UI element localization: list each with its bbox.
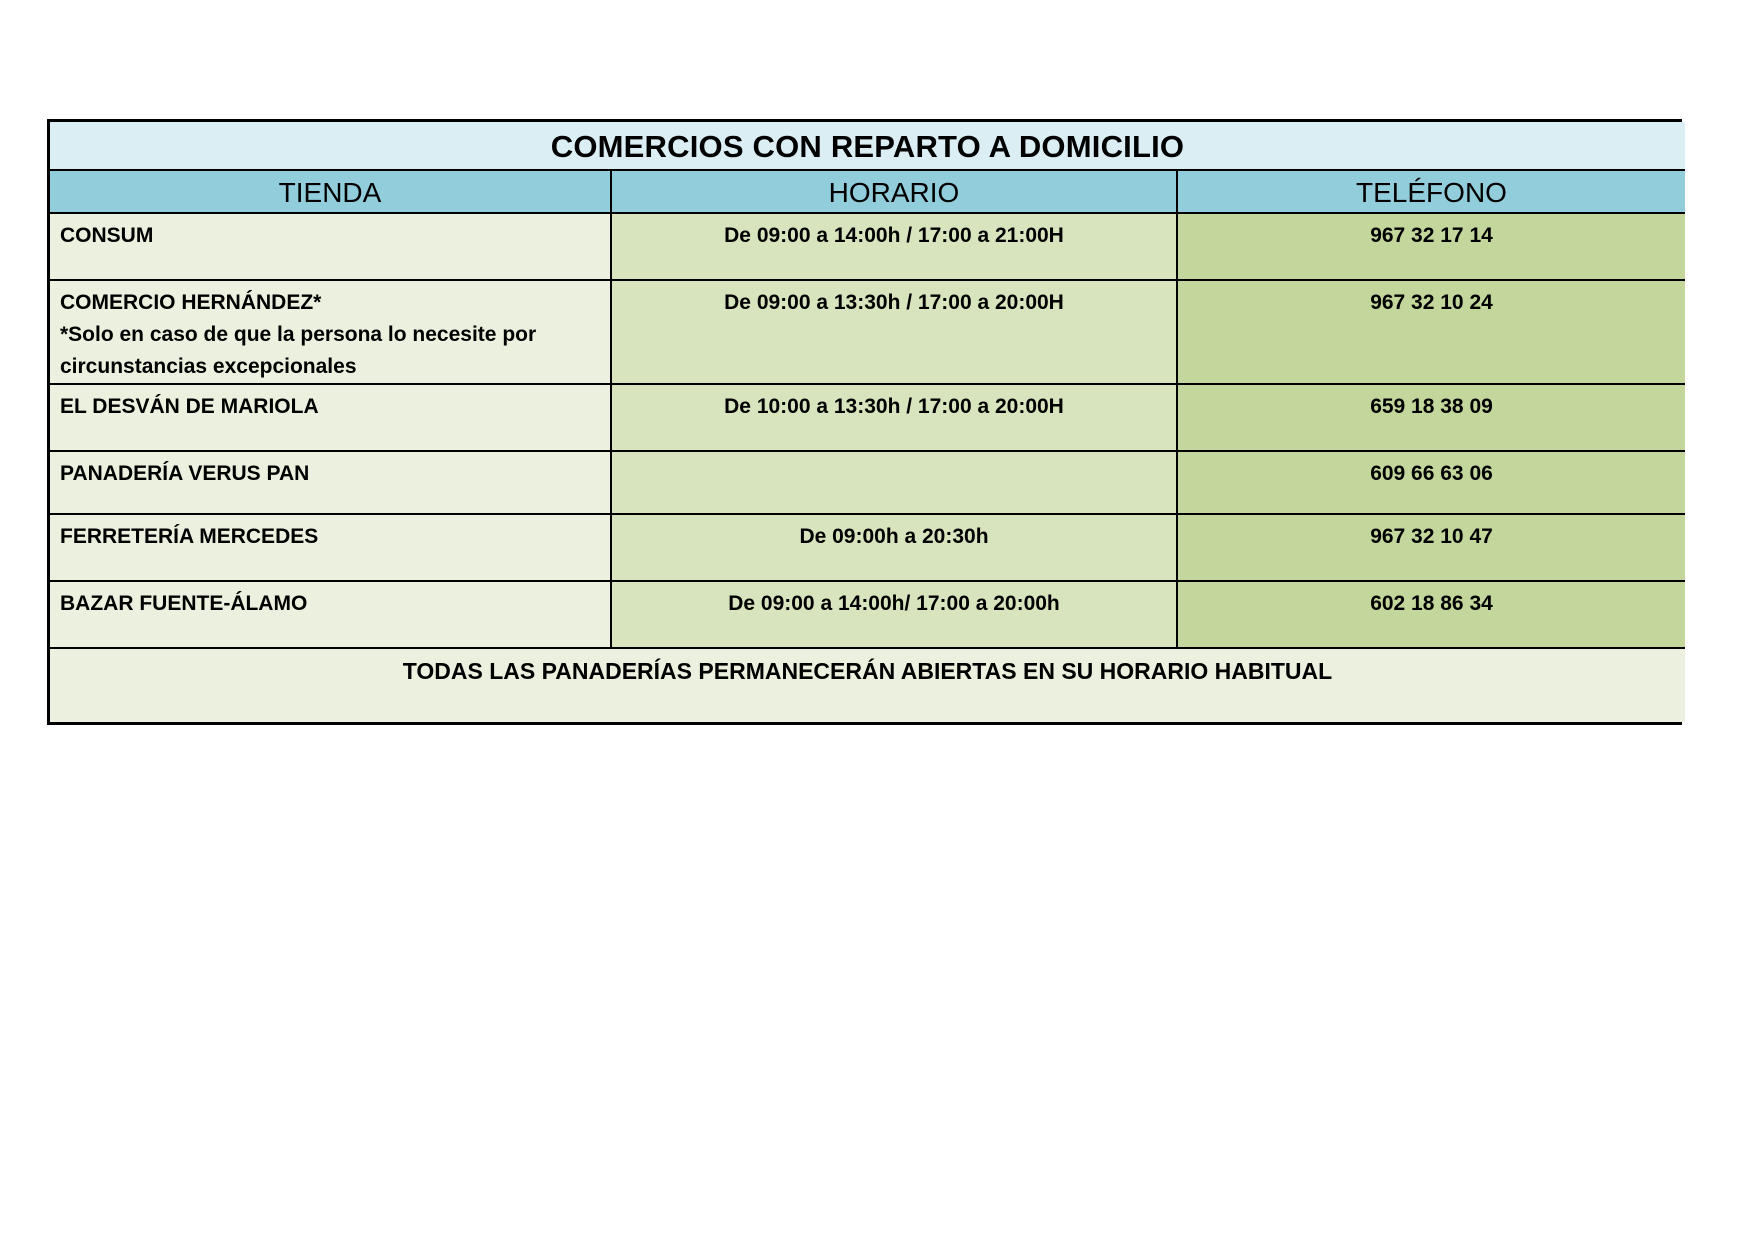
store-name-cell xyxy=(50,280,611,384)
title-row xyxy=(50,122,1685,170)
table-row xyxy=(50,384,1685,451)
store-name-cell xyxy=(50,581,611,648)
store-phone: 609 66 63 06 xyxy=(1177,451,1685,514)
column-header-phone: TELÉFONO xyxy=(1177,170,1685,213)
store-phone: 967 32 17 14 xyxy=(1177,213,1685,280)
delivery-stores-sheet xyxy=(47,119,1682,725)
store-name-cell xyxy=(50,514,611,581)
store-name-cell xyxy=(50,451,611,514)
header-row xyxy=(50,170,1685,213)
store-hours xyxy=(611,451,1177,514)
store-hours: De 09:00h a 20:30h xyxy=(611,514,1177,581)
store-name: BAZAR FUENTE-ÁLAMO xyxy=(60,592,308,615)
column-header-store: TIENDA xyxy=(50,170,611,213)
delivery-stores-table xyxy=(50,122,1685,722)
store-name: EL DESVÁN DE MARIOLA xyxy=(60,395,319,418)
table-row xyxy=(50,581,1685,648)
store-name: PANADERÍA VERUS PAN xyxy=(60,462,310,485)
store-phone: 659 18 38 09 xyxy=(1177,384,1685,451)
store-phone: 967 32 10 24 xyxy=(1177,280,1685,384)
table-row xyxy=(50,213,1685,280)
footer-note: TODAS LAS PANADERÍAS PERMANECERÁN ABIERTAS EN SU HORARIO HABITUAL xyxy=(50,648,1685,722)
table-row xyxy=(50,451,1685,514)
column-header-hours: HORARIO xyxy=(611,170,1177,213)
table-title: COMERCIOS CON REPARTO A DOMICILIO xyxy=(50,122,1685,170)
store-hours: De 09:00 a 13:30h / 17:00 a 20:00H xyxy=(611,280,1177,384)
store-name-cell xyxy=(50,213,611,280)
store-name-cell xyxy=(50,384,611,451)
store-name: FERRETERÍA MERCEDES xyxy=(60,525,319,548)
store-phone: 967 32 10 47 xyxy=(1177,514,1685,581)
footer-row xyxy=(50,648,1685,722)
store-hours: De 09:00 a 14:00h/ 17:00 a 20:00h xyxy=(611,581,1177,648)
store-note: *Solo en caso de que la persona lo necesite por circunstancias excepcionales xyxy=(60,323,537,378)
store-name: COMERCIO HERNÁNDEZ* xyxy=(60,291,322,314)
table-row xyxy=(50,280,1685,384)
store-name: CONSUM xyxy=(60,224,154,247)
store-phone: 602 18 86 34 xyxy=(1177,581,1685,648)
table-row xyxy=(50,514,1685,581)
store-hours: De 09:00 a 14:00h / 17:00 a 21:00H xyxy=(611,213,1177,280)
store-hours: De 10:00 a 13:30h / 17:00 a 20:00H xyxy=(611,384,1177,451)
